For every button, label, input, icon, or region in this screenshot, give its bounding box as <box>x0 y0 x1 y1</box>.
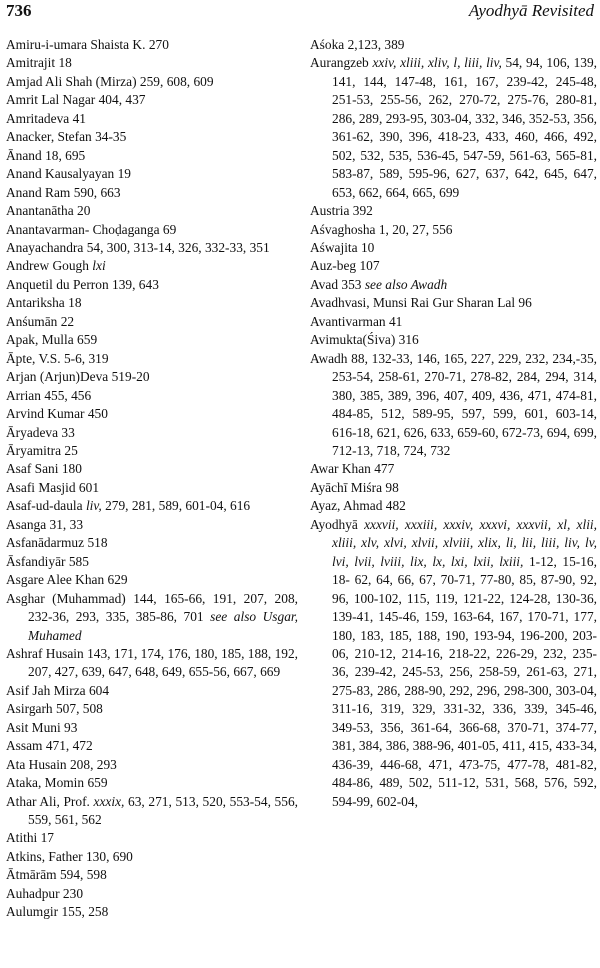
entry-pages: 477 <box>374 461 395 477</box>
entry-name: Ayodhyā <box>310 516 358 532</box>
entry-name: Atithi <box>6 830 38 846</box>
index-entry <box>6 479 298 497</box>
index-entry <box>6 331 298 349</box>
entry-name: Āpte, V.S. <box>6 350 61 366</box>
entry-name: Asit Muni <box>6 719 61 735</box>
entry-pages: 18 <box>68 295 82 311</box>
entry-pages: 41 <box>388 313 403 329</box>
index-entry <box>310 36 597 54</box>
index-entry <box>310 54 597 202</box>
entry-name: Anśumān <box>6 313 58 329</box>
index-entry <box>310 331 597 349</box>
page-header <box>6 1 594 23</box>
page-number: 736 <box>6 1 32 20</box>
index-entry <box>6 54 298 72</box>
entry-name: Asaf-ud-daula <box>6 498 83 514</box>
entry-name: Anacker, Stefan <box>6 129 92 145</box>
entry-pages: 629 <box>107 572 128 588</box>
index-entry <box>6 36 298 54</box>
index-entry <box>6 719 298 737</box>
index-entry <box>6 590 298 645</box>
entry-pages: 230 <box>62 885 84 901</box>
entry-pages: 259, 608, 609 <box>139 73 214 89</box>
entry-name: Asif Jah Mirza <box>6 682 86 698</box>
entry-pages: 518 <box>87 535 108 551</box>
entry-roman-pages: lxi <box>92 258 106 274</box>
entry-pages: 604 <box>88 682 110 698</box>
entry-pages: 54, 300, 313-14, 326, 332-33, 351 <box>86 239 270 255</box>
index-entry <box>6 793 298 830</box>
index-entry <box>6 350 298 368</box>
entry-pages: 1-12, 15-16, 18- 62, 64, 66, 67, 70-71, 77-80, 85, 87-90, 92, 96, 100-102, 115, 119, 121-22, 124-28, 130-36, 139-41, 145-46, 159, 163-64, 167, 170-71, 177, 180, 183, 185, 188, 190, 193-94, 196-200, 203-06, 210-12, 214-16, 218-22, 226-29, 232, 235-36, 239-42, 245-53, 256, 258-59, 261-63, 271, 275-83, 286, 288-90, 292, 296, 298-300, 303-04, 311-16, 319, 329, 331-32, 336, 339, 345-46, 349-53, 356, 361-64, 366-68, 370-71, 374-77, 381, 384, 386, 388-96, 401-05, 411, 415, 433-34, 436-39, 446-68, 471, 473-75, 477-78, 481-82, 484-86, 489, 502, 511-12, 531, 568, 576, 592, 594-99, 602-04, <box>332 553 597 809</box>
entry-roman-pages: xxxvii, xxxiii, xxxiv, xxxvi, xxxvii, xl, xlii, xliii, xlv, xlvi, xlvii, xlviii, xlix, li, lii, liii, liv, lv, lvi, lvii, lviii, lix, lx, lxi, lxii, lxiii, <box>332 516 597 569</box>
entry-name: Avad <box>310 276 339 292</box>
index-entry <box>310 221 597 239</box>
entry-pages: 180 <box>61 461 82 477</box>
entry-name: Anand Kausalyayan <box>6 166 115 182</box>
entry-pages: 450 <box>87 406 108 422</box>
entry-pages: 471, 472 <box>45 738 93 754</box>
entry-name: Awadh <box>310 350 348 366</box>
entry-pages: 139, 643 <box>112 276 159 292</box>
entry-pages: 18 <box>58 55 72 71</box>
index-entry <box>6 387 298 405</box>
entry-pages: 594, 598 <box>59 867 107 883</box>
index-entry <box>6 368 298 386</box>
entry-pages: 88, 132-33, 146, 165, 227, 229, 232, 234,-35, 253-54, 258-61, 270-71, 278-82, 284, 294, 314, 380, 385, 389, 396, 407, 409, 436, 471, 474-81, 484-85, 512, 589-95, 597, 599, 601, 603-14, 616-18, 621, 626, 633, 659-60, 672-73, 694, 699, 712-13, 718, 724, 732 <box>332 350 597 458</box>
entry-name: Ataka, Momin <box>6 775 85 791</box>
entry-pages: 96 <box>518 295 532 311</box>
entry-pages: 93 <box>64 719 78 735</box>
entry-name: Āsfandiyār <box>6 553 66 569</box>
entry-name: Avadhvasi, Munsi Rai Gur Sharan Lal <box>310 295 516 311</box>
entry-name: Asfanādarmuz <box>6 535 85 551</box>
entry-pages: 143, 171, 174, 176, 180, 185, 188, 192, 207, 427, 639, 647, 648, 649, 655-56, 667, 669 <box>28 645 298 680</box>
entry-roman-pages: xxxix, <box>93 793 125 809</box>
entry-pages: 19 <box>117 166 131 182</box>
index-entry <box>6 405 298 423</box>
entry-name: Asanga <box>6 516 47 532</box>
entry-name: Anquetil du Perron <box>6 276 109 292</box>
entry-pages: 208, 293 <box>69 756 117 772</box>
index-entry <box>6 829 298 847</box>
index-entry <box>6 737 298 755</box>
index-entry <box>6 460 298 478</box>
entry-name: Aulumgir <box>6 904 59 920</box>
entry-name: Asaf Sani <box>6 461 59 477</box>
index-entry <box>6 73 298 91</box>
entry-name: Aśwajita <box>310 239 358 255</box>
entry-name: Anantavarman- Choḍaganga <box>6 221 160 237</box>
index-entry <box>6 110 298 128</box>
entry-pages: 601 <box>78 479 100 495</box>
index-entry <box>310 516 597 811</box>
entry-roman-pages: liv, <box>85 498 102 514</box>
entry-name: Ayāchī Miśra <box>310 479 383 495</box>
entry-pages: 20 <box>77 203 91 219</box>
entry-name: Ashraf Husain <box>6 645 84 661</box>
index-entry <box>6 571 298 589</box>
entry-name: Amitrajit <box>6 55 56 71</box>
see-also-reference: see also Usgar, Muhamed <box>28 609 298 643</box>
entry-pages: 25 <box>64 442 78 458</box>
index-entry <box>6 424 298 442</box>
index-entry <box>6 553 298 571</box>
entry-name: Atkins, Father <box>6 848 83 864</box>
entry-pages: 155, 258 <box>61 904 109 920</box>
entry-name: Andrew Gough <box>6 258 89 274</box>
entry-name: Asafi Masjid <box>6 479 76 495</box>
index-entry <box>310 239 597 257</box>
entry-pages: 316 <box>398 332 419 348</box>
entry-name: Avimukta(Śiva) <box>310 332 396 348</box>
entry-name: Āryadeva <box>6 424 59 440</box>
entry-pages: 590, 663 <box>73 184 121 200</box>
entry-name: Asirgarh <box>6 701 53 717</box>
entry-pages: 2,123, 389 <box>347 37 405 52</box>
index-entry <box>6 276 298 294</box>
entry-pages: 659 <box>77 332 98 348</box>
entry-pages: 98 <box>385 479 399 495</box>
entry-name: Austria <box>310 203 350 219</box>
index-entry <box>310 350 597 461</box>
entry-pages: 279, 281, 589, 601-04, 616 <box>105 498 251 514</box>
entry-name: Apak, Mulla <box>6 332 74 348</box>
index-entry <box>6 700 298 718</box>
entry-pages: 455, 456 <box>44 387 92 403</box>
entry-name: Aśoka <box>310 37 345 52</box>
entry-pages: 63, 271, 513, 520, 553-54, 556, 559, 561, 562 <box>28 793 298 828</box>
entry-pages: 659 <box>87 775 108 791</box>
index-entry <box>310 460 597 478</box>
index-entry <box>6 866 298 884</box>
index-entry <box>310 294 597 312</box>
entry-pages: 10 <box>360 239 375 255</box>
index-entry <box>6 184 298 202</box>
entry-name: Aśvaghosha <box>310 221 376 237</box>
entry-name: Awar Khan <box>310 461 371 477</box>
entry-name: Anand Ram <box>6 184 71 200</box>
index-entry <box>310 202 597 220</box>
entry-name: Arjan (Arjun)Deva <box>6 369 109 385</box>
entry-pages: 507, 508 <box>55 701 103 717</box>
entry-name: Avantivarman <box>310 313 386 329</box>
entry-pages: 519-20 <box>111 369 150 385</box>
index-column-right <box>310 36 597 811</box>
entry-name: Āryamitra <box>6 442 62 458</box>
index-entry <box>6 645 298 682</box>
entry-name: Ata Husain <box>6 756 67 772</box>
index-entry <box>6 239 298 257</box>
entry-pages: 41 <box>72 110 86 126</box>
entry-pages: 54, 94, 106, 139, 141, 144, 147-48, 161, 167, 239-42, 245-48, 251-53, 255-56, 262, 270-72, 275-76, 280-81, 286, 289, 293-95, 303-04, 332, 346, 352-53, 356, 361-62, 390, 396, 418-23, 433, 460, 466, 492, 502, 532, 535, 536-45, 547-59, 561-63, 565-81, 583-87, 589, 595-96, 627, 637, 642, 645, 647, 653, 662, 664, 665, 699 <box>332 55 598 200</box>
entry-pages: 1, 20, 27, 556 <box>378 221 453 237</box>
entry-pages: 107 <box>359 258 380 274</box>
index-entry <box>6 534 298 552</box>
entry-pages: 353 <box>341 276 362 292</box>
index-column-left <box>6 36 298 922</box>
entry-name: Assam <box>6 738 43 754</box>
entry-name: Amrit Lal Nagar <box>6 92 96 108</box>
index-entry <box>6 442 298 460</box>
entry-name: Amiru-i-umara Shaista K. <box>6 37 146 52</box>
index-entry <box>6 313 298 331</box>
index-entry <box>310 497 597 515</box>
entry-name: Ayaz, Ahmad <box>310 498 383 514</box>
entry-pages: 130, 690 <box>85 848 133 864</box>
entry-pages: 34-35 <box>95 129 127 145</box>
index-entry <box>310 479 597 497</box>
entry-pages: 585 <box>68 553 89 569</box>
index-entry <box>6 903 298 921</box>
entry-pages: 392 <box>352 203 373 219</box>
see-also-reference: see also Awadh <box>364 276 448 292</box>
index-entry <box>6 202 298 220</box>
entry-pages: 5-6, 319 <box>63 350 109 366</box>
index-entry <box>6 516 298 534</box>
index-entry <box>6 294 298 312</box>
entry-name: Arrian <box>6 387 41 403</box>
entry-name: Aurangzeb <box>310 55 369 71</box>
entry-name: Ānand <box>6 147 42 163</box>
entry-name: Ātmārām <box>6 867 57 883</box>
index-entry <box>6 147 298 165</box>
entry-name: Athar Ali, Prof. <box>6 793 90 809</box>
entry-pages: 404, 437 <box>98 92 146 108</box>
entry-name: Asgare Alee Khan <box>6 572 105 588</box>
entry-name: Auhadpur <box>6 885 60 901</box>
entry-pages: 18, 695 <box>45 147 86 163</box>
index-entry <box>6 257 298 275</box>
index-entry <box>6 848 298 866</box>
entry-pages: 482 <box>385 498 406 514</box>
index-entry <box>6 221 298 239</box>
index-entry <box>6 91 298 109</box>
entry-name: Anantanātha <box>6 203 74 219</box>
entry-name: Arvind Kumar <box>6 406 85 422</box>
entry-name: Asghar (Muhammad) <box>6 590 126 606</box>
entry-name: Antariksha <box>6 295 65 311</box>
entry-pages: 17 <box>40 830 54 846</box>
index-entry <box>6 497 298 515</box>
entry-name: Auz-beg <box>310 258 357 274</box>
entry-name: Amritadeva <box>6 110 70 126</box>
index-entry <box>6 756 298 774</box>
index-entry <box>6 885 298 903</box>
entry-pages: 69 <box>162 221 177 237</box>
entry-pages: 144, 165-66, 191, 207, 208, 232-36, 293, 335, 385-86, 701 <box>28 590 298 625</box>
entry-pages: 22 <box>60 313 75 329</box>
index-entry <box>310 257 597 275</box>
index-entry <box>6 165 298 183</box>
entry-pages: 270 <box>148 37 169 52</box>
entry-name: Amjad Ali Shah (Mirza) <box>6 73 137 89</box>
entry-pages: 31, 33 <box>49 516 84 532</box>
index-entry <box>310 313 597 331</box>
index-entry <box>6 128 298 146</box>
entry-pages: 33 <box>61 424 75 440</box>
entry-roman-pages: xxiv, xliii, xliv, l, liii, liv, <box>372 55 502 71</box>
index-entry <box>310 276 597 294</box>
index-entry <box>6 682 298 700</box>
entry-name: Anayachandra <box>6 239 84 255</box>
running-title: Ayodhyā Revisited <box>468 1 594 20</box>
index-entry <box>6 774 298 792</box>
